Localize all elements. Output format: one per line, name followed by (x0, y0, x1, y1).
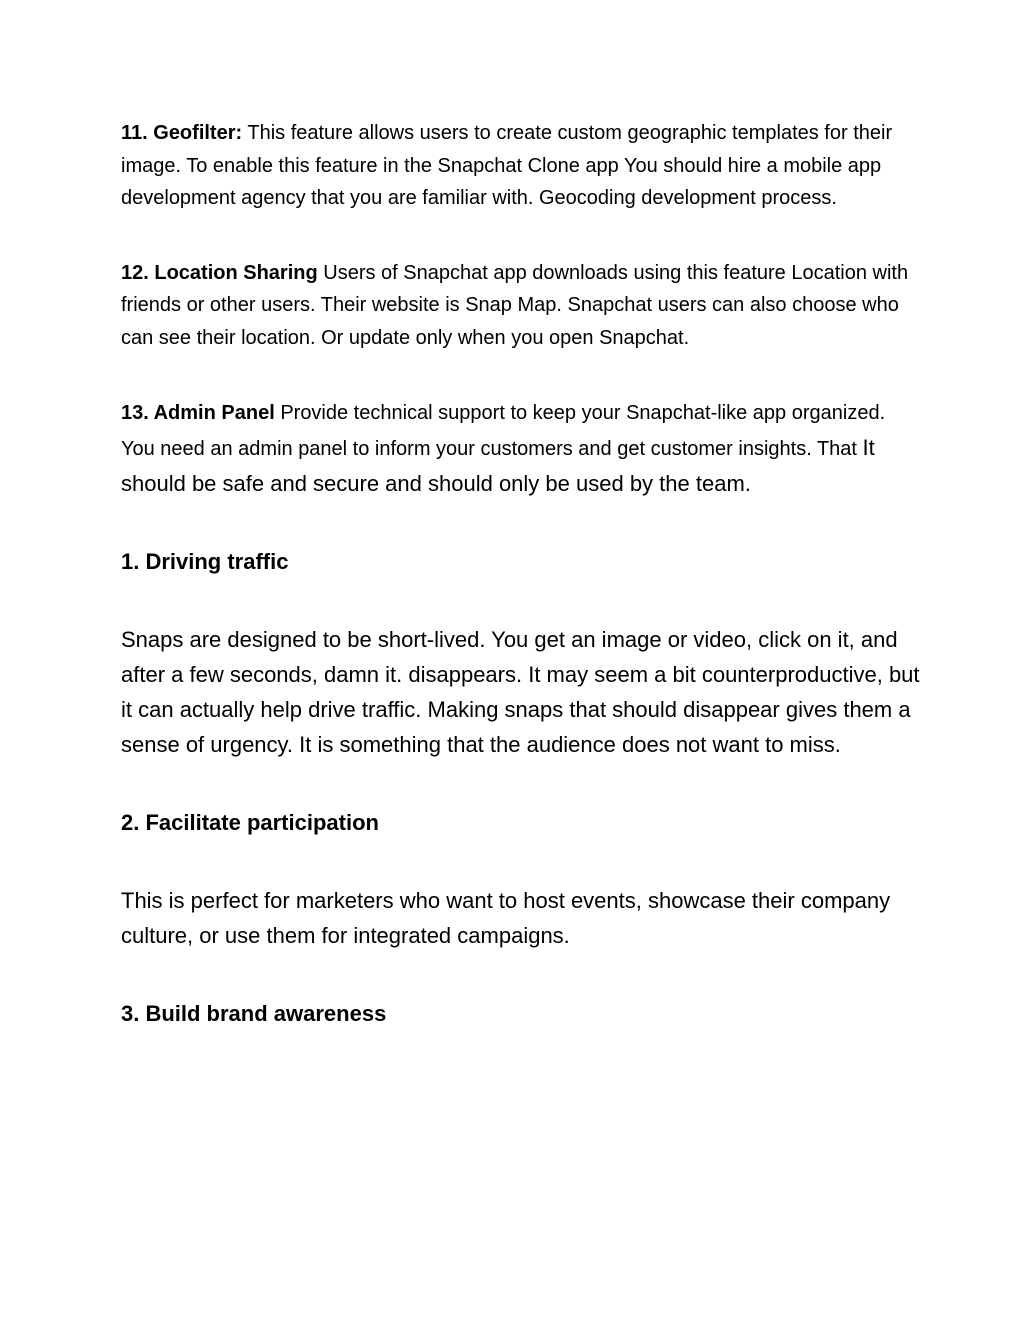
feature-item-admin-panel (121, 397, 921, 502)
section-heading-facilitate-participation: 2. Facilitate participation (121, 809, 379, 835)
section-heading-build-brand-awareness: 3. Build brand awareness (121, 1000, 387, 1026)
feature-text-tail: It should be safe and secure and should only be used by the team. (121, 434, 875, 496)
section-heading-driving-traffic: 1. Driving traffic (121, 548, 289, 574)
feature-label: 12. Location Sharing (121, 261, 318, 284)
feature-label: 13. Admin Panel (121, 401, 275, 424)
feature-text: Users of Snapchat app downloads using this feature Location with friends or other users. Their website is Snap Map. Snapchat users can also choose who can see their location. Or update only when you open Snapchat. (121, 261, 909, 349)
feature-item-geofilter (121, 117, 921, 215)
section-body-driving-traffic: Snaps are designed to be short-lived. You get an image or video, click on it, and after a few seconds, damn it. disappears. It may seem a bit counterproductive, but it can actually help drive traffic. Making snaps that should disappear gives them a sense of urgency. It is something that the audience does not want to miss. (121, 626, 920, 757)
feature-text: This feature allows users to create custom geographic templates for their image. To enable this feature in the Snapchat Clone app You should hire a mobile app development agency that you are familiar with. Geocoding development process. (121, 122, 893, 210)
document-page (121, 117, 921, 1031)
feature-label: 11. Geofilter: (121, 122, 243, 144)
feature-text: Provide technical support to keep your Snapchat-like app organized. You need an admin panel to inform your customers and get customer insights. That (121, 401, 886, 460)
section-body-facilitate-participation: This is perfect for marketers who want to host events, showcase their company culture, or use them for integrated campaigns. (121, 887, 891, 948)
feature-item-location-sharing (121, 257, 921, 355)
